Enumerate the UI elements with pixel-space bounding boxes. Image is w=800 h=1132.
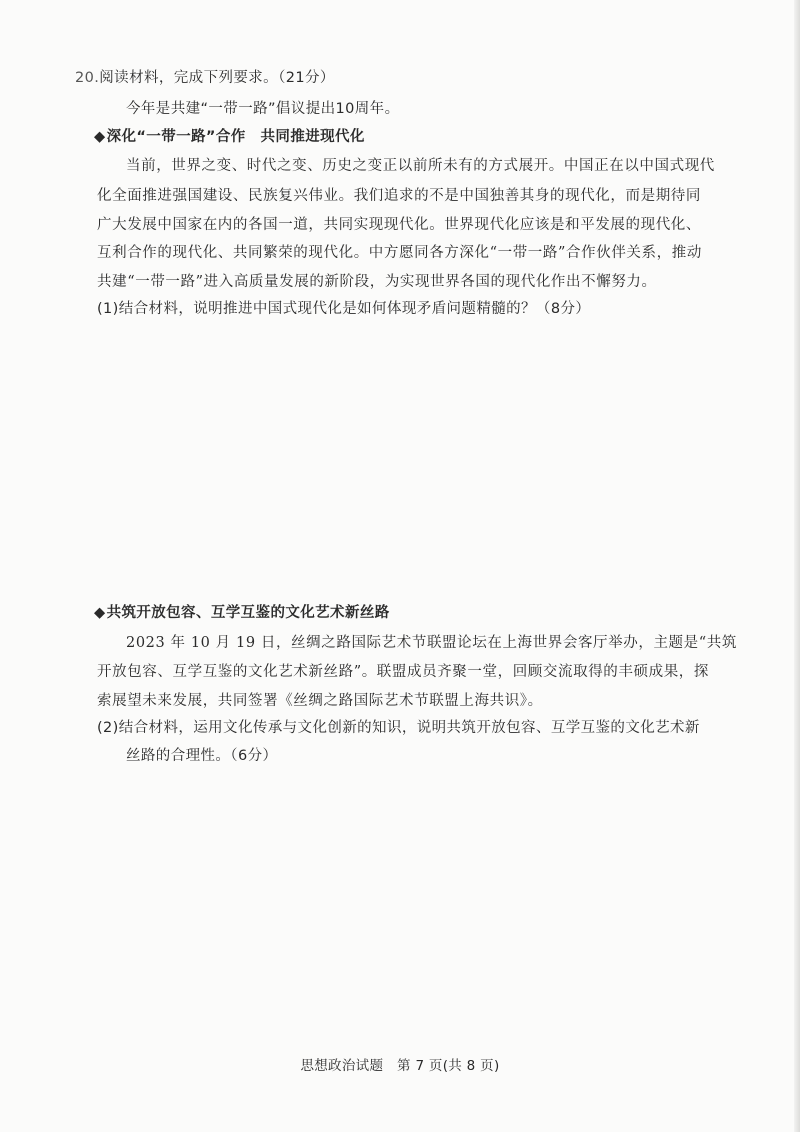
page-footer: 思想政治试题 第 7 页(共 8 页) xyxy=(300,1058,500,1074)
section1-heading-text: 深化“一带一路”合作 共同推进现代化 xyxy=(106,129,365,145)
section1-paragraph-line: 共建“一带一路”进入高质量发展的新阶段，为实现世界各国的现代化作出不懈努力。 xyxy=(97,274,657,290)
section2-question-line: (2)结合材料，运用文化传承与文化创新的知识，说明共筑开放包容、互学互鉴的文化艺术新 xyxy=(97,720,700,736)
section2-paragraph-line: 索展望未来发展，共同签署《丝绸之路国际艺术节联盟上海共识》。 xyxy=(97,693,543,709)
section2-heading-text: 共筑开放包容、互学互鉴的文化艺术新丝路 xyxy=(106,605,390,621)
section1-question: (1)结合材料，说明推进中国式现代化是如何体现矛盾问题精髓的？（8分） xyxy=(97,301,591,317)
section1-heading xyxy=(94,127,365,147)
question-header xyxy=(75,68,335,88)
question-number: 20. xyxy=(75,70,100,86)
section2-paragraph-line: 开放包容、互学互鉴的文化艺术新丝路”。联盟成员齐聚一堂，回顾交流取得的丰硕成果，探 xyxy=(97,664,710,680)
section1-paragraph-line: 广大发展中国家在内的各国一道，共同实现现代化。世界现代化应该是和平发展的现代化、 xyxy=(97,217,701,233)
diamond-bullet-icon: ◆ xyxy=(94,129,106,145)
section2-heading xyxy=(94,603,390,623)
section1-paragraph-line: 当前，世界之变、时代之变、历史之变正以前所未有的方式展开。中国正在以中国式现代 xyxy=(126,158,715,174)
scan-edge xyxy=(794,0,800,1132)
section2-question-line: 丝路的合理性。（6分） xyxy=(126,748,278,764)
section1-paragraph-line: 化全面推进强国建设、民族复兴伟业。我们追求的不是中国独善其身的现代化，而是期待同 xyxy=(97,188,701,204)
question-intro: 阅读材料，完成下列要求。（21分） xyxy=(99,70,335,86)
section2-paragraph-line: 2023 年 10 月 19 日，丝绸之路国际艺术节联盟论坛在上海世界会客厅举办，主题是“共筑 xyxy=(126,635,737,651)
diamond-bullet-icon: ◆ xyxy=(94,605,106,621)
section1-paragraph-line: 互利合作的现代化、共同繁荣的现代化。中方愿同各方深化“一带一路”合作伙伴关系，推动 xyxy=(97,245,702,261)
question-lead: 今年是共建“一带一路”倡议提出10周年。 xyxy=(126,101,400,117)
